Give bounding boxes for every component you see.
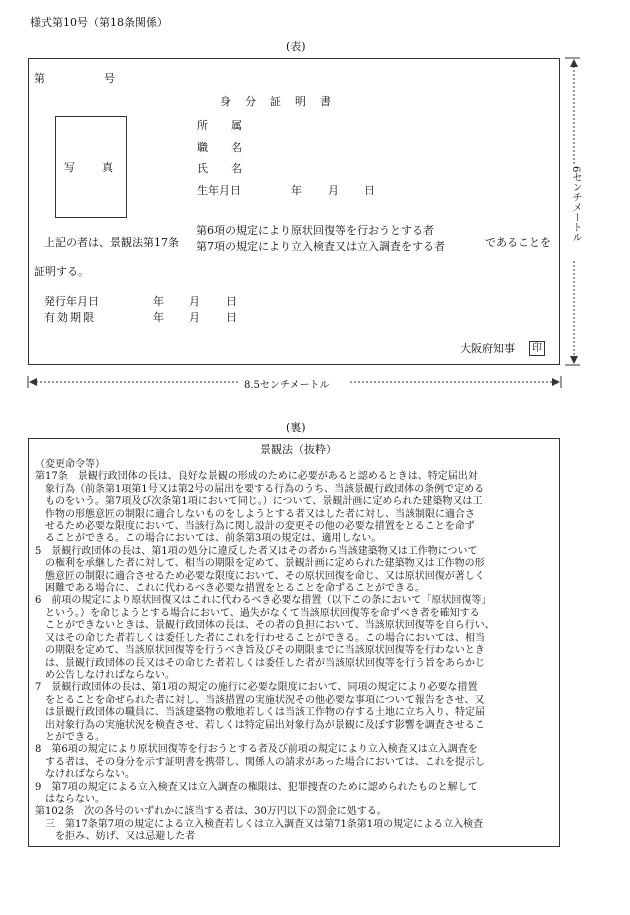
- law-text-line: 三 第17条第7項の規定による立入検査若しくは立入調査又は第71条第1項の規定による立入検査: [35, 818, 484, 830]
- law-text-line: 6 前項の規定により原状回復又はこれに代わるべき必要な措置（以下この条において「原状回復等」: [35, 595, 492, 607]
- validity-month-unit: 月: [189, 311, 200, 324]
- law-text-line: 第17条 景観行政団体の長は、良好な景観の形成のために必要があると認めるときは、特定届出対: [35, 471, 478, 483]
- field-name: 氏 名: [197, 162, 248, 175]
- statement-option-restoration: 第6項の規定により原状回復等を行おうとする者: [196, 224, 434, 237]
- law-text-line: する者は、その身分を示す証明書を携帯し、関係人の請求があった場合においては、これを提示し: [35, 756, 485, 768]
- law-text-line: とができる。: [35, 731, 105, 743]
- issue-day-unit: 日: [226, 295, 237, 308]
- law-text-line: （変更命令等）: [35, 459, 105, 470]
- law-text-line: 9 第7項の規定による立入検査又は立入調査の権限は、犯罪捜査のために認められたものと解して: [35, 781, 478, 793]
- law-text-line: なければならない。: [35, 769, 135, 781]
- field-birth-date: 生年月日: [197, 184, 241, 197]
- height-dimension-label: 6センチメートル: [570, 166, 581, 243]
- back-side-label: (裏): [286, 421, 306, 434]
- statement-end: 証明する。: [34, 265, 89, 278]
- photo-label: 写 真: [64, 161, 121, 174]
- law-text-line: ものをいう。第7項及び次条第1項において同じ。）について、景観計画に定められた建築物又は工: [35, 496, 483, 508]
- law-excerpt-text: [35, 459, 555, 844]
- front-side-label: (表): [286, 40, 306, 53]
- field-affiliation: 所 属: [197, 119, 248, 132]
- law-text-line: を拒み、妨げ、又は忌避した者: [35, 831, 196, 843]
- law-text-line: ことができないときは、景観行政団体の長は、その者の負担において、当該原状回復等を自ら行い、: [35, 620, 495, 632]
- birth-month-unit: 月: [328, 184, 339, 197]
- law-text-line: 第102条 次の各号のいずれかに該当する者は、30万円以下の罰金に処する。: [35, 806, 387, 818]
- card-title: 身分証明書: [220, 95, 345, 108]
- law-text-line: め公告しなければならない。: [35, 669, 175, 681]
- birth-day-unit: 日: [364, 184, 375, 197]
- card-number-prefix: 第: [34, 72, 45, 85]
- validity-year-unit: 年: [153, 311, 164, 324]
- law-text-line: はならない。: [35, 793, 105, 805]
- issue-month-unit: 月: [189, 295, 200, 308]
- birth-year-unit: 年: [291, 184, 302, 197]
- law-text-line: せるため必要な限度において、当該行為に関し設計の変更その他の必要な措置をとることを命ず: [35, 521, 475, 533]
- law-text-line: 8 第6項の規定により原状回復等を行おうとする者及び前項の規定により立入検査又は立入調査を: [35, 744, 478, 756]
- form-number-label: 様式第10号（第18条関係）: [30, 16, 168, 29]
- seal-mark: 印: [529, 341, 545, 356]
- card-number-suffix: 号: [104, 72, 115, 85]
- law-text-line: は、景観行政団体の長又はその命じた者若しくは委任した者が当該原状回復等を行う旨をあらかじ: [35, 657, 485, 669]
- law-text-line: ることができる。この場合においては、前条第3項の規定は、適用しない。: [35, 533, 382, 545]
- statement-prefix: 上記の者は、景観法第17条: [44, 236, 179, 249]
- issuer-name: 大阪府知事: [460, 342, 515, 355]
- field-job-title: 職 名: [197, 141, 248, 154]
- statement-option-inspection: 第7項の規定により立入検査又は立入調査をする者: [196, 240, 445, 253]
- law-text-line: 5 景観行政団体の長は、第1項の処分に違反した者又はその者から当該建築物又は工作物について: [35, 545, 478, 557]
- width-dimension-label: 8.5センチメートル: [244, 380, 330, 391]
- law-text-line: をとることを命ぜられた者に対し、当該措置の実施状況その他必要な事項について報告をさせ、又: [35, 694, 485, 706]
- law-text-line: 象行為（前条第1項第1号又は第2号の届出を要する行為のうち、当該景観行政団体の条例で定める: [35, 483, 485, 495]
- law-text-line: 困難である場合に、これに代わるべき必要な措置をとることを命ずることができる。: [35, 583, 425, 595]
- law-text-line: という。）を命じようとする場合において、過失がなくて当該原状回復等を命ずべき者を確知する: [35, 607, 480, 619]
- law-text-line: 作物の形態意匠の制限に適合しないものをしようとする者又はした者に対し、当該制限に適合さ: [35, 508, 475, 520]
- law-excerpt-title: 景観法（抜粋）: [260, 443, 337, 456]
- law-text-line: 又はその命じた者若しくは委任した者にこれを行わせることができる。この場合においては、相当: [35, 632, 485, 644]
- law-text-line: 態意匠の制限に適合させるため必要な限度において、その原状回復を命じ、又は原状回復が著しく: [35, 570, 485, 582]
- law-text-line: 7 景観行政団体の長は、第1項の規定の施行に必要な限度において、同項の規定により必要な措置: [35, 682, 478, 694]
- validity-day-unit: 日: [226, 311, 237, 324]
- law-text-line: 出対象行為の実施状況を検査させ、若しくは特定届出対象行為が景観に及ぼす影響を調査させるこ: [35, 719, 485, 731]
- statement-suffix: であることを: [485, 236, 551, 249]
- law-text-line: の権利を承継した者に対して、相当の期限を定めて、景観計画に定められた建築物又は工作物の形: [35, 558, 485, 570]
- issue-year-unit: 年: [153, 295, 164, 308]
- issue-date-label: 発行年月日: [44, 295, 99, 308]
- validity-label: 有効期限: [44, 311, 96, 324]
- law-text-line: の期限を定めて、当該原状回復等を行うべき旨及びその期限までに当該原状回復等を行わないとき: [35, 645, 485, 657]
- law-text-line: は景観行政団体の職員に、当該建築物の敷地若しくは当該工作物の存する土地に立ち入り、特定届: [35, 707, 485, 719]
